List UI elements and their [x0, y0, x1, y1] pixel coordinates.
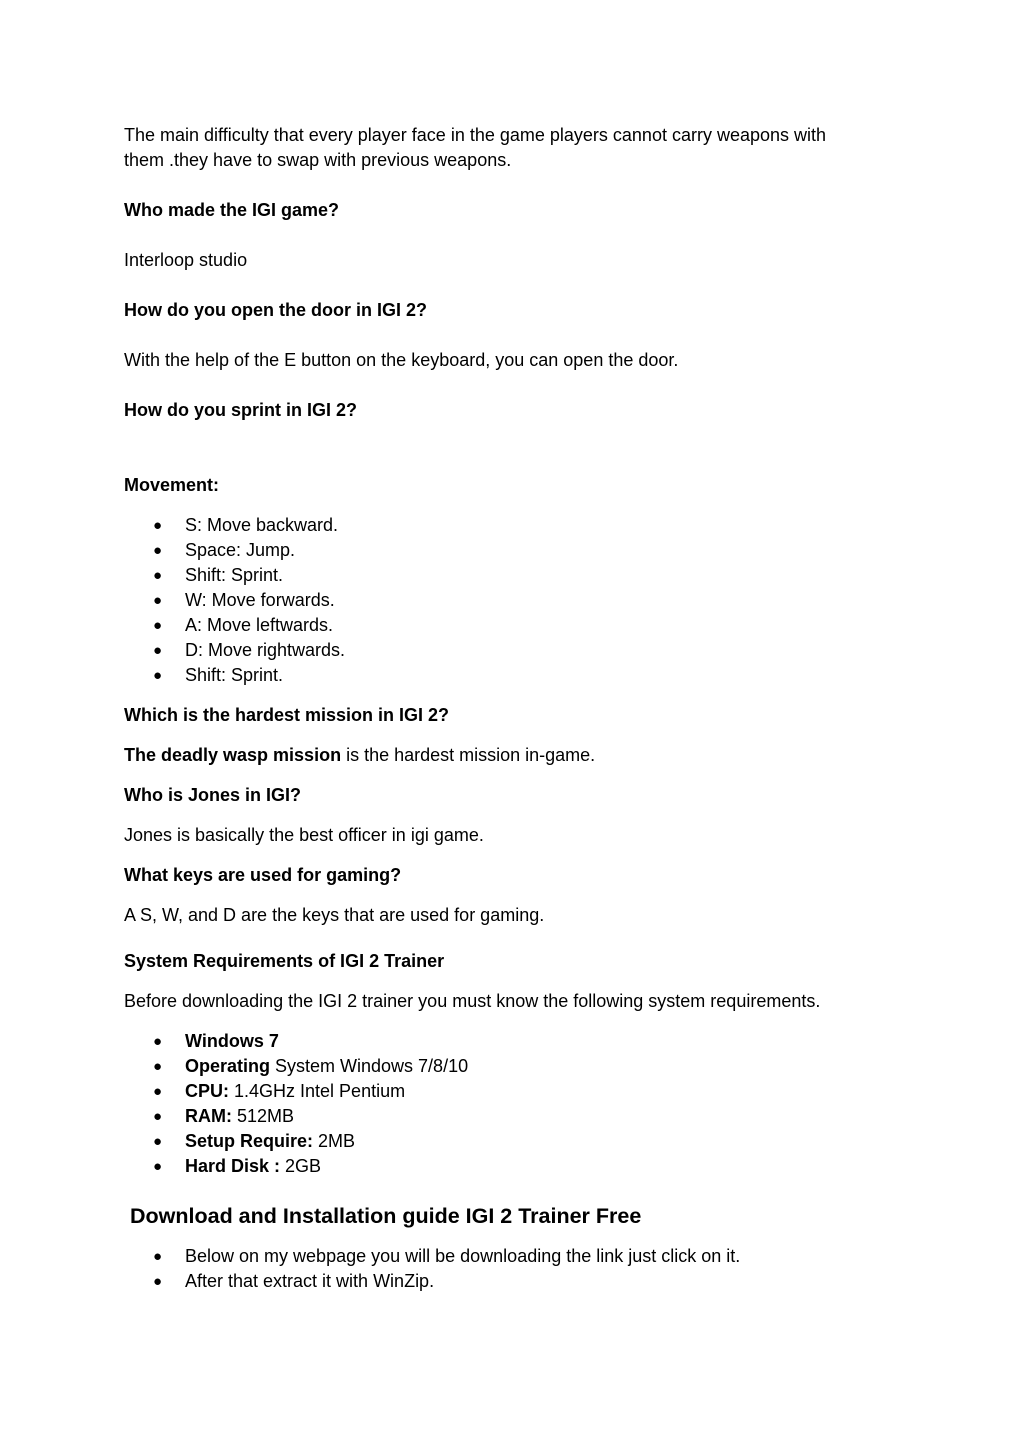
- list-item: [124, 1104, 884, 1129]
- list-item-text: S: Move backward.: [185, 515, 339, 535]
- answer-jones: Jones is basically the best officer in igi game.: [124, 825, 484, 845]
- download-steps-list: [124, 1244, 884, 1294]
- movement-list: [124, 513, 884, 688]
- bullet-icon: ●: [153, 1158, 163, 1175]
- list-item: [124, 638, 884, 663]
- system-requirements-heading: System Requirements of IGI 2 Trainer: [124, 951, 445, 971]
- intro-paragraph-line-1: The main difficulty that every player face in the game players cannot carry weapons with: [124, 125, 827, 145]
- answer-hardest-mission: [124, 743, 884, 768]
- document-page: [124, 123, 884, 1294]
- requirement-label: Operating: [185, 1056, 271, 1076]
- answer-who-made: Interloop studio: [124, 250, 248, 270]
- question-sprint: How do you sprint in IGI 2?: [124, 400, 357, 420]
- requirement-label: Windows 7: [185, 1031, 279, 1051]
- list-item: [124, 1029, 884, 1054]
- question-gaming-keys: What keys are used for gaming?: [124, 865, 402, 885]
- list-item: [124, 563, 884, 588]
- question-who-made: Who made the IGI game?: [124, 200, 340, 220]
- list-item-text: Space: Jump.: [185, 540, 296, 560]
- requirement-label: Hard Disk :: [185, 1156, 281, 1176]
- download-guide-heading: Download and Installation guide IGI 2 Trainer Free: [130, 1204, 642, 1228]
- answer-open-door: With the help of the E button on the keyboard, you can open the door.: [124, 350, 679, 370]
- answer-hardest-mission-rest: is the hardest mission in-game.: [341, 745, 596, 765]
- bullet-icon: ●: [153, 1058, 163, 1075]
- bullet-icon: ●: [153, 617, 163, 634]
- list-item-text: Shift: Sprint.: [185, 665, 284, 685]
- intro-paragraph-line-2: them .they have to swap with previous weapons.: [124, 150, 512, 170]
- answer-hardest-mission-bold: The deadly wasp mission: [124, 745, 342, 765]
- list-item: [124, 1054, 884, 1079]
- question-open-door: How do you open the door in IGI 2?: [124, 300, 427, 320]
- list-item-text: Below on my webpage you will be downloading the link just click on it.: [185, 1246, 741, 1266]
- bullet-icon: ●: [153, 667, 163, 684]
- list-item: [124, 1079, 884, 1104]
- list-item: [124, 1244, 884, 1269]
- list-item: [124, 513, 884, 538]
- requirement-value: 512MB: [232, 1106, 295, 1126]
- list-item: [124, 1129, 884, 1154]
- requirement-value: 2MB: [313, 1131, 356, 1151]
- requirement-label: Setup Require:: [185, 1131, 314, 1151]
- requirement-label: RAM:: [185, 1106, 232, 1126]
- list-item-text: W: Move forwards.: [185, 590, 335, 610]
- list-item: [124, 613, 884, 638]
- bullet-icon: ●: [153, 1033, 163, 1050]
- question-hardest-mission: Which is the hardest mission in IGI 2?: [124, 705, 450, 725]
- bullet-icon: ●: [153, 1273, 163, 1290]
- requirement-label: CPU:: [185, 1081, 229, 1101]
- bullet-icon: ●: [153, 567, 163, 584]
- movement-heading: Movement:: [124, 475, 220, 495]
- bullet-icon: ●: [153, 542, 163, 559]
- list-item: [124, 1154, 884, 1179]
- bullet-icon: ●: [153, 517, 163, 534]
- list-item-text: A: Move leftwards.: [185, 615, 334, 635]
- requirement-value: System Windows 7/8/10: [270, 1056, 469, 1076]
- requirement-value: 1.4GHz Intel Pentium: [229, 1081, 406, 1101]
- requirement-value: 2GB: [280, 1156, 322, 1176]
- bullet-icon: ●: [153, 592, 163, 609]
- bullet-icon: ●: [153, 642, 163, 659]
- bullet-icon: ●: [153, 1083, 163, 1100]
- requirements-list: [124, 1029, 884, 1179]
- list-item-text: After that extract it with WinZip.: [185, 1271, 435, 1291]
- list-item-text: D: Move rightwards.: [185, 640, 346, 660]
- question-jones: Who is Jones in IGI?: [124, 785, 302, 805]
- system-requirements-intro: Before downloading the IGI 2 trainer you must know the following system requirements.: [124, 991, 821, 1011]
- list-item: [124, 1269, 884, 1294]
- bullet-icon: ●: [153, 1133, 163, 1150]
- answer-gaming-keys: A S, W, and D are the keys that are used for gaming.: [124, 905, 545, 925]
- bullet-icon: ●: [153, 1108, 163, 1125]
- list-item: [124, 588, 884, 613]
- list-item-text: Shift: Sprint.: [185, 565, 284, 585]
- list-item: [124, 538, 884, 563]
- list-item: [124, 663, 884, 688]
- bullet-icon: ●: [153, 1248, 163, 1265]
